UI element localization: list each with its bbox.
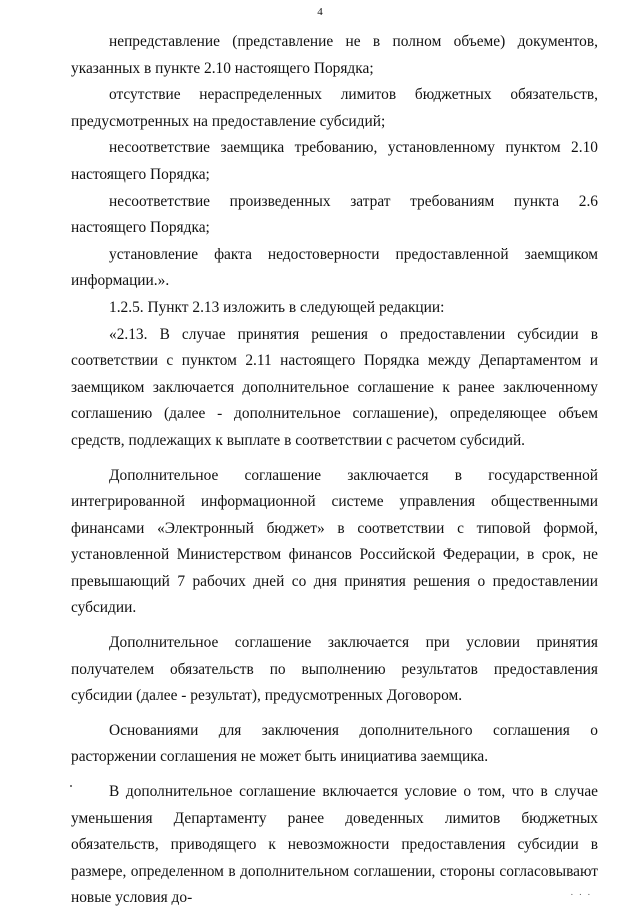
document-body <box>71 29 598 912</box>
paragraph-item-1: непредставление (представление не в полном объеме) документов, указанных в пункте 2.10 настоящего Порядка; <box>71 33 598 77</box>
corner-marks: . . . <box>570 887 592 897</box>
paragraph-additional-agreement-condition: Дополнительное соглашение заключается при условии принятия получателем обязательств по выполнению результатов предоставления субсидии (далее - результат), предусмотренных Договором. <box>71 634 598 705</box>
paragraph-item-4: несоответствие произведенных затрат требованиям пункта 2.6 настоящего Порядка; <box>71 192 598 237</box>
paragraph-item-3: несоответствие заемщика требованию, установленному пунктом 2.10 настоящего Порядка; <box>71 139 598 183</box>
paragraph-limits-reduction: В дополнительное соглашение включается условие о том, что в случае уменьшения Департаменту ранее доведенных лимитов бюджетных обязательств, приводящего к невозможности предоставления субсидии в размере, определенном в дополнительном соглашении, стороны согласовывают новые условия до- <box>71 783 598 907</box>
paragraph-clause-heading: 1.2.5. Пункт 2.13 изложить в следующей редакции: <box>109 298 445 316</box>
paragraph-termination-grounds: Основаниями для заключения дополнительного соглашения о расторжении соглашения не может быть инициатива заемщика. <box>71 721 598 766</box>
scan-artifact-dot <box>70 785 72 787</box>
paragraph-clause-2-13: «2.13. В случае принятия решения о предоставлении субсидии в соответствии с пунктом 2.11 настоящего Порядка между Департаментом и заемщиком заключается дополнительное соглашение к ранее заключенному соглашению (далее - дополнительное соглашение), определяющее объем средств, подлежащих к выплате в соответствии с расчетом субсидий. <box>71 325 598 449</box>
page-number: 4 <box>317 6 323 18</box>
paragraph-additional-agreement-form: Дополнительное соглашение заключается в государственной интегрированной информационной системе управления общественными финансами «Электронный бюджет» в соответствии с типовой формой, установленной Министерством финансов Российской Федерации, в срок, не превышающий 7 рабочих дней со дня принятия решения о предоставлении субсидии. <box>71 466 598 617</box>
paragraph-item-5: установление факта недостоверности предоставленной заемщиком информации.». <box>71 245 598 290</box>
paragraph-item-2: отсутствие нераспределенных лимитов бюджетных обязательств, предусмотренных на предоставление субсидий; <box>71 86 598 130</box>
